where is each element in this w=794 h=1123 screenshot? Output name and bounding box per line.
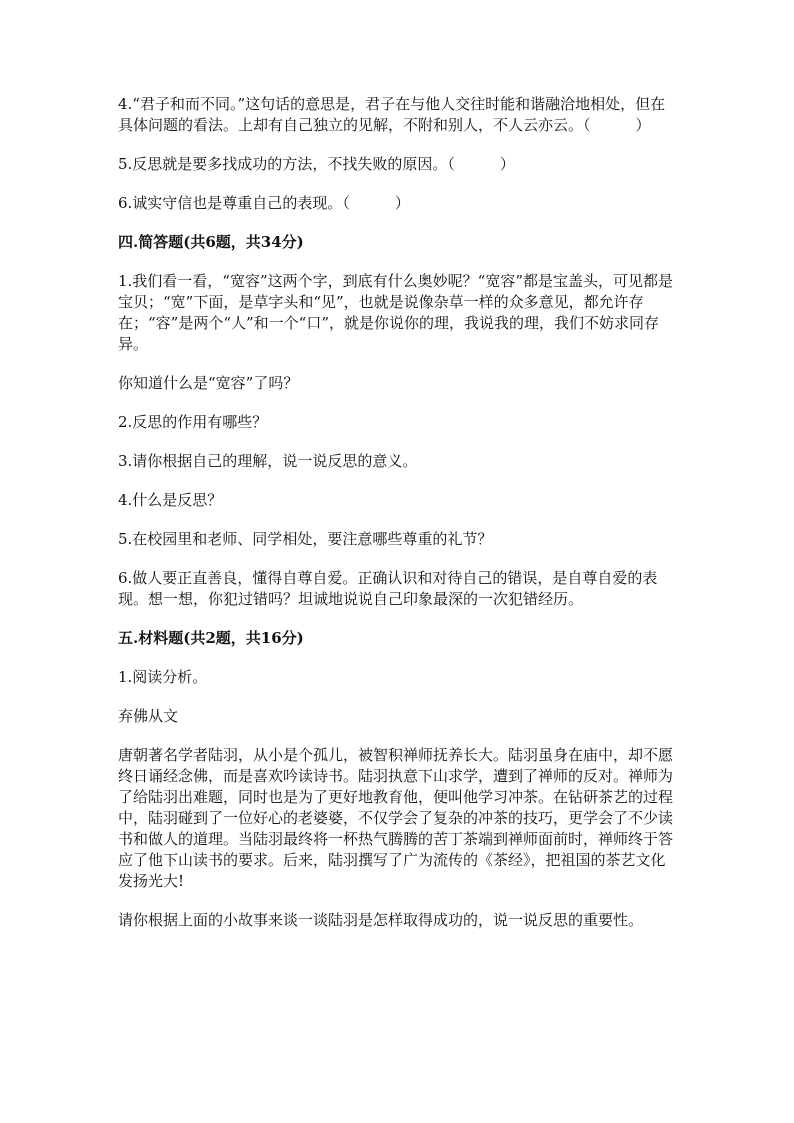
story-text: 唐朝著名学者陆羽，从小是个孤儿，被智积禅师抚养长大。陆羽虽身在庙中，却不愿终日诵经念佛，而是喜欢吟读诗书。陆羽执意下山求学，遭到了禅师的反对。禅师为了给陆羽出难题，同时也是为了更好地教育他，便叫他学习冲茶。在钻研茶艺的过程中，陆羽碰到了一位好心的老婆婆，不仅学会了复杂的冲茶的技巧，更学会了不少读书和做人的道理。当陆羽最终将一杯热气腾腾的苦丁茶端到禅师面前时，禅师终于答应了他下山读书的要求。后来，陆羽撰写了广为流传的《茶经》，把祖国的茶艺文化发扬光大!: [118, 746, 674, 890]
judgment-item-4: 4.“君子和而不同。”这句话的意思是，君子在与他人交往时能和谐融洽地相处，但在具体问题的看法。上却有自己独立的见解，不附和别人，不人云亦云。（ ）: [118, 95, 666, 134]
document-content: [118, 94, 678, 949]
material-1-prompt: 1.阅读分析。: [118, 668, 208, 686]
short-answer-1-text: 1.我们看一看，“宽容”这两个字，到底有什么奥妙呢？“宽容”都是宝盖头，可见都是宝贝；“宽”下面，是草字头和“见”，也就是说像杂草一样的众多意见，都允许存在；“容”是两个“人”和一个“口”，就是你说你的理，我说我的理，我们不妨求同存异。: [118, 272, 673, 353]
short-answer-1-question: 你知道什么是“宽容”了吗？: [118, 374, 299, 392]
story-title: 弃佛从文: [118, 707, 179, 725]
judgment-item-6: 6.诚实守信也是尊重自己的表现。（ ）: [118, 194, 410, 212]
material-1-question: 请你根据上面的小故事来谈一谈陆羽是怎样取得成功的，说一说反思的重要性。: [118, 911, 644, 929]
short-answer-4: 4.什么是反思？: [118, 491, 223, 509]
short-answer-2: 2.反思的作用有哪些？: [118, 413, 268, 431]
section-4-heading: 四.简答题(共6题，共34分): [118, 233, 304, 251]
judgment-item-5: 5.反思就是要多找成功的方法，不找失败的原因。（ ）: [118, 155, 515, 173]
short-answer-3: 3.请你根据自己的理解，说一说反思的意义。: [118, 452, 418, 470]
section-5-heading: 五.材料题(共2题，共16分): [118, 629, 304, 647]
short-answer-6: 6.做人要正直善良，懂得自尊自爱。正确认识和对待自己的错误，是自尊自爱的表现。想一想，你犯过错吗？坦诚地说说自己印象最深的一次犯错经历。: [118, 569, 658, 608]
short-answer-5: 5.在校园里和老师、同学相处，要注意哪些尊重的礼节？: [118, 530, 493, 548]
